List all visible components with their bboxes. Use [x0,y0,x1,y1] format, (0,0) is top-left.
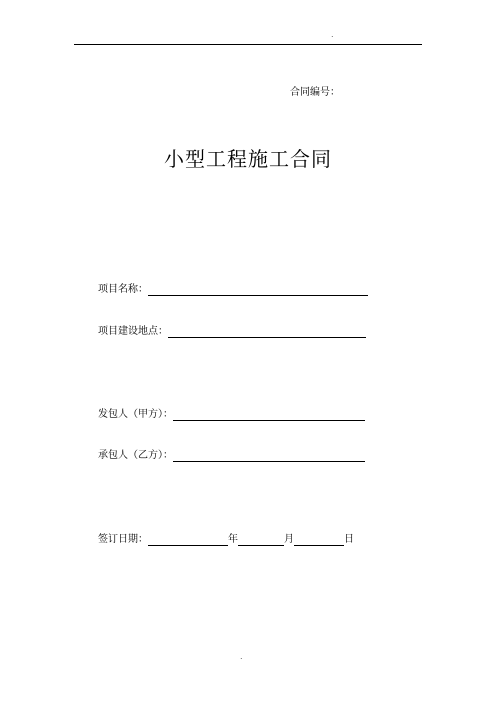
project-site-field [98,324,366,338]
header-dot: . [331,30,334,39]
project-site-blank[interactable] [168,327,366,338]
project-name-field [98,282,368,296]
contractor-field [98,448,365,462]
employer-label: 发包人（甲方）： [98,409,173,420]
header-rule [74,44,422,45]
employer-blank[interactable] [173,410,365,421]
year-label: 年 [228,534,238,545]
project-site-label: 项目建设地点： [98,326,168,337]
contractor-label: 承包人（乙方）： [98,450,173,461]
project-name-label: 项目名称： [98,284,148,295]
employer-field [98,407,365,421]
sign-date-label: 签订日期： [98,534,148,545]
contract-number-label: 合同编号： [290,87,340,98]
contractor-blank[interactable] [173,451,365,462]
sign-month-blank[interactable] [238,535,284,546]
sign-date-field [98,532,354,546]
project-name-blank[interactable] [148,285,368,296]
footer-dot: . [240,652,243,661]
day-label: 日 [344,534,354,545]
sign-year-blank[interactable] [148,535,228,546]
document-title: 小型工程施工合同 [164,147,332,171]
month-label: 月 [284,534,294,545]
sign-day-blank[interactable] [294,535,344,546]
